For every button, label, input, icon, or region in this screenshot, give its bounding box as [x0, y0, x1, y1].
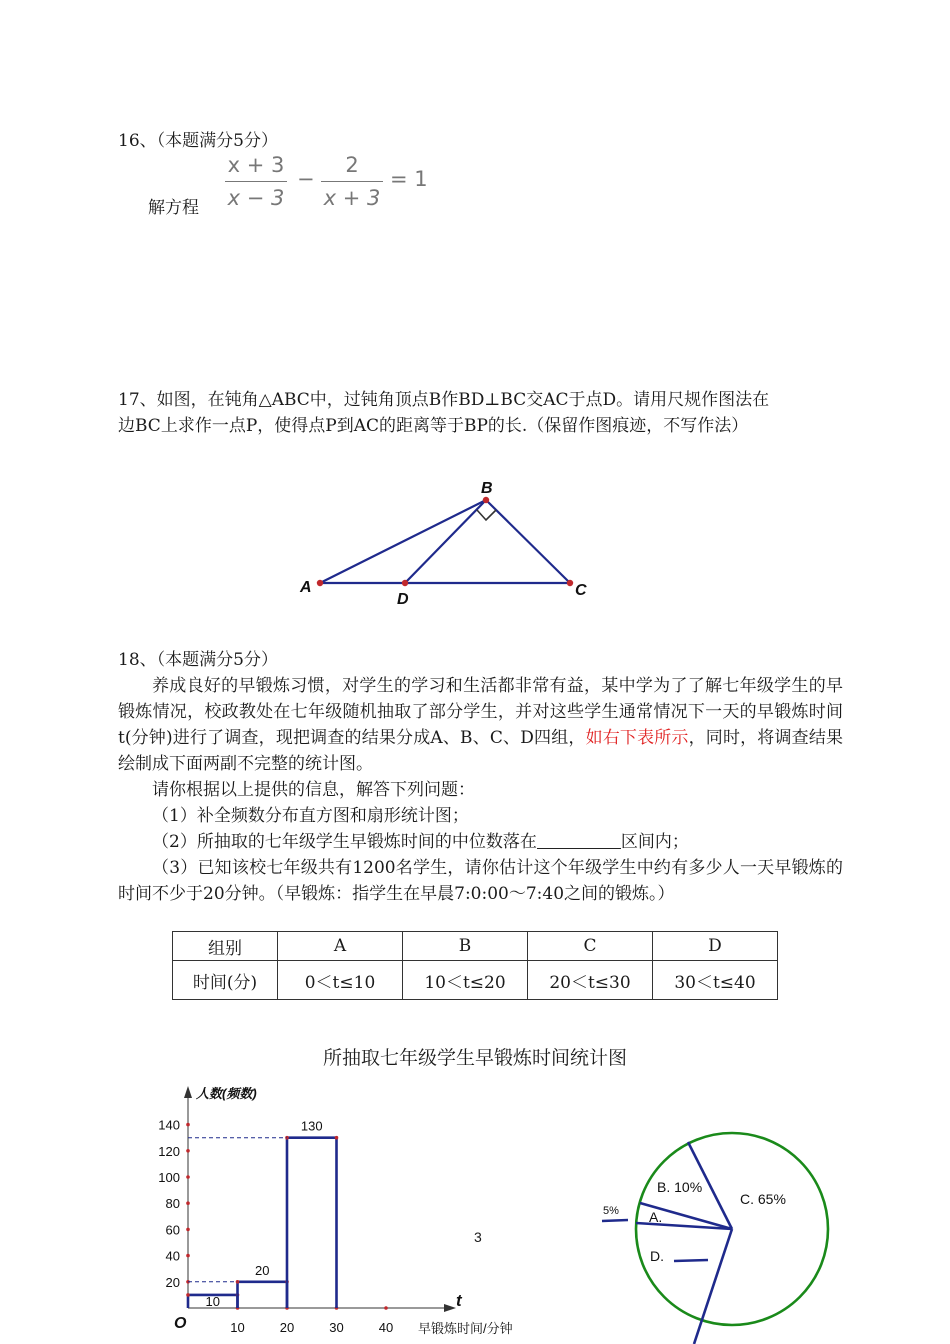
y-tick-label: 100: [158, 1170, 180, 1185]
fraction-1: [225, 150, 287, 213]
segment-bd: [405, 500, 486, 583]
q18-ask: 请你根据以上提供的信息，解答下列问题：: [152, 780, 475, 800]
q18-intro-red: 如右下表所示: [585, 728, 689, 748]
origin-label: O: [174, 1315, 187, 1332]
table-cell: 30＜t≤40: [653, 961, 778, 1000]
page-number: 3: [474, 1229, 482, 1245]
point-c: [567, 580, 573, 586]
table-row: [173, 961, 778, 1000]
histogram: [140, 1080, 540, 1344]
q17-line1: 17、如图，在钝角△ABC中，过钝角顶点B作BD⊥BC交AC于点D。请用尺规作图法在: [118, 390, 770, 410]
x-tick-label: 20: [279, 1320, 295, 1335]
bar-label: 20: [255, 1262, 270, 1278]
table-cell: 10＜t≤20: [403, 961, 528, 1000]
y-tick-label: 80: [165, 1196, 180, 1212]
y-axis-title: 人数(频数): [196, 1086, 257, 1101]
pie-divider: [694, 1229, 732, 1344]
x-tick-dot: [384, 1306, 388, 1310]
y-tick-dot: [186, 1228, 190, 1232]
fraction-2: [321, 150, 383, 213]
table-cell: 组别: [173, 932, 278, 961]
q18-part1: （1）补全频数分布直方图和扇形统计图；: [152, 806, 469, 826]
pie-label: C. 65%: [740, 1191, 786, 1207]
bar-corner-dot: [335, 1136, 339, 1140]
x-tick-label: 30: [329, 1320, 344, 1335]
label-b: B: [481, 480, 493, 497]
table-cell: B: [403, 932, 528, 961]
x-axis-title: 早锻炼时间/分钟: [418, 1321, 513, 1336]
fraction-2-denominator: x + 3: [323, 186, 381, 210]
q16-prompt: 解方程: [148, 198, 199, 218]
y-tick-label: 60: [165, 1222, 180, 1238]
fraction-2-numerator: 2: [345, 153, 359, 177]
label-c: C: [575, 582, 587, 599]
fraction-1-numerator: x + 3: [227, 153, 285, 177]
table-cell: A: [278, 932, 403, 961]
y-tick-label: 20: [165, 1274, 180, 1290]
table-cell: D: [653, 932, 778, 961]
table-cell: 时间(分): [173, 961, 278, 1000]
y-tick-dot: [186, 1254, 190, 1258]
pie-label: 5%: [603, 1205, 619, 1217]
chart-title: 所抽取七年级学生早锻炼时间统计图: [322, 1047, 627, 1069]
point-a: [317, 580, 323, 586]
q18-intro-tail: ，同时，将调查结果绘制成下面两副不完整的统计图。: [118, 728, 844, 774]
leader-line-d: [674, 1260, 708, 1261]
x-tick-label: 10: [230, 1320, 245, 1335]
x-axis-arrow: [444, 1304, 456, 1312]
q18-part3: （3）已知该校七年级共有1200名学生，请你估计这个年级学生中约有多少人一天早锻炼的时间不少于20分钟。（早锻炼：指学生在早晨7:0:00～7:40之间的锻炼。）: [118, 858, 843, 904]
pie-label: A.: [649, 1209, 663, 1225]
x-tick-label: 40: [378, 1320, 394, 1335]
y-tick-dot: [186, 1175, 190, 1179]
q18-intro: [118, 673, 843, 777]
leader-line-a: [602, 1220, 628, 1221]
y-tick-dot: [186, 1201, 190, 1205]
pie-chart: [590, 1125, 840, 1344]
table-cell: 0＜t≤10: [278, 961, 403, 1000]
triangle-figure: [290, 470, 620, 610]
pie-label: D.: [650, 1248, 664, 1264]
y-tick-dot: [186, 1123, 190, 1127]
table-cell: C: [528, 932, 653, 961]
y-tick-label: 40: [165, 1248, 180, 1264]
fraction-1-denominator: x − 3: [227, 186, 285, 210]
q18-part2: （2）所抽取的七年级学生早锻炼时间的中位数落在 区间内；: [152, 832, 689, 852]
y-tick-label: 120: [158, 1143, 180, 1159]
y-axis-arrow: [184, 1086, 192, 1098]
group-table: [172, 931, 778, 1000]
equation-rhs: = 1: [390, 167, 428, 191]
right-angle-mark: [477, 510, 496, 520]
label-d: D: [397, 591, 409, 608]
y-tick-label: 140: [158, 1117, 180, 1133]
table-row: [173, 932, 778, 961]
point-d: [402, 580, 408, 586]
q18-intro-main: 养成良好的早锻炼习惯，对学生的学习和生活都非常有益，某中学为了了解七年级学生的早锻炼情况，校政教处在七年级随机抽取了部分学生，并对这些学生通常情况下一天的早锻炼时间t(分钟)进行了调查，现把调查的结果分成A、B、C、D四组，: [118, 676, 843, 748]
histogram-bar: [238, 1282, 288, 1308]
pie-label: B. 10%: [657, 1179, 703, 1195]
segment-ab: [320, 500, 486, 583]
bar-label: 10: [205, 1293, 220, 1309]
q17-line2: 边BC上求作一点P，使得点P到AC的距离等于BP的长.（保留作图痕迹，不写作法）: [118, 416, 749, 436]
table-cell: 20＜t≤30: [528, 961, 653, 1000]
y-tick-dot: [186, 1149, 190, 1153]
label-a: A: [300, 579, 312, 596]
x-axis-name: t: [456, 1291, 462, 1310]
point-b: [483, 497, 489, 503]
q18-header: 18、（本题满分5分）: [118, 650, 278, 670]
segment-bc: [486, 500, 570, 583]
histogram-bar: [287, 1138, 337, 1308]
q16-header: 16、（本题满分5分）: [118, 131, 278, 151]
minus-sign: −: [297, 167, 315, 191]
bar-label: 130: [300, 1118, 323, 1134]
equation: [225, 150, 435, 220]
answer-blank[interactable]: [537, 830, 621, 849]
